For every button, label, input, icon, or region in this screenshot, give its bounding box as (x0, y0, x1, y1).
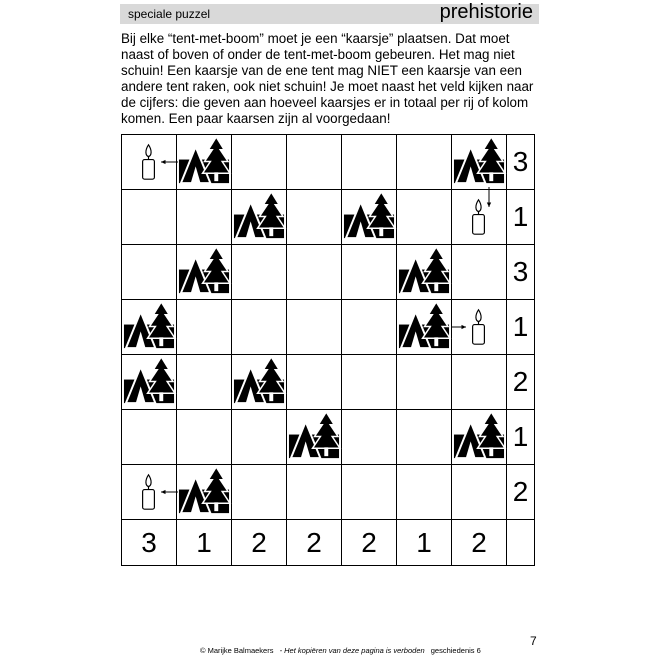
tent-with-tree-icon (287, 410, 341, 464)
tent-with-tree-icon (342, 190, 396, 244)
column-count: 2 (342, 520, 397, 566)
grid-cell (452, 465, 507, 520)
row-count: 3 (507, 245, 535, 300)
grid-cell (177, 300, 232, 355)
tent-with-tree-icon (397, 300, 451, 354)
grid-cell (232, 245, 287, 300)
tent-with-tree-icon (452, 135, 506, 189)
tent-with-tree-icon (122, 355, 176, 409)
candle-icon (122, 465, 176, 519)
tent-with-tree-icon (122, 300, 176, 354)
tent-with-tree-icon (232, 190, 286, 244)
row-count: 3 (507, 135, 535, 190)
grid-cell (452, 355, 507, 410)
grid-cell (287, 135, 342, 190)
grid-cell (342, 135, 397, 190)
grid-cell (122, 300, 177, 355)
grid-cell (232, 465, 287, 520)
grid-cell (287, 190, 342, 245)
tent-with-tree-icon (177, 135, 231, 189)
grid-cell (177, 190, 232, 245)
candle-icon (452, 190, 506, 244)
grid-cell (397, 135, 452, 190)
grid-cell (287, 465, 342, 520)
column-count: 1 (177, 520, 232, 566)
tent-with-tree-icon (397, 245, 451, 299)
grid-cell (177, 135, 232, 190)
grid-cell (397, 410, 452, 465)
footer-copyright: © Marijke Balmaekers (200, 646, 274, 655)
candle-icon (452, 300, 506, 354)
grid-cell (232, 410, 287, 465)
column-count: 2 (452, 520, 507, 566)
grid-cell (452, 410, 507, 465)
grid-cell (122, 135, 177, 190)
grid-cell (287, 300, 342, 355)
puzzle-grid (121, 134, 535, 566)
column-count: 2 (287, 520, 342, 566)
grid-cell (342, 465, 397, 520)
grid-cell (177, 355, 232, 410)
grid-cell (342, 300, 397, 355)
grid-cell (342, 190, 397, 245)
grid-cell (342, 355, 397, 410)
grid-cell (232, 190, 287, 245)
grid-cell (452, 245, 507, 300)
row-count: 2 (507, 465, 535, 520)
grid-cell (342, 410, 397, 465)
footer-subject: geschiedenis 6 (430, 646, 481, 655)
column-count: 2 (232, 520, 287, 566)
grid-cell (397, 245, 452, 300)
tent-with-tree-icon (452, 410, 506, 464)
grid-cell (397, 190, 452, 245)
row-count: 1 (507, 410, 535, 465)
grid-cell (177, 245, 232, 300)
grid-cell (122, 245, 177, 300)
column-count: 1 (397, 520, 452, 566)
grid-cell (177, 465, 232, 520)
tent-with-tree-icon (177, 465, 231, 519)
instructions-text: Bij elke “tent-met-boom” moet je een “kaarsje” plaatsen. Dat moet naast of boven of onder de tent-met-boom gebeuren. Het mag niet schuin! Een kaarsje van de ene tent mag NIET een kaarsje van een andere tent raken, ook niet schuin! Je moet naast het veld kijken naar de cijfers: die geven aan hoeveel kaarsjes er in totaal per rij of kolom komen. Een paar kaarsen zijn al voorgedaan! (121, 31, 534, 126)
header-category: speciale puzzel (128, 7, 211, 21)
tent-with-tree-icon (177, 245, 231, 299)
page-number: 7 (530, 634, 537, 648)
footer (200, 646, 481, 655)
header-bar (120, 1, 539, 24)
grid-cell (287, 410, 342, 465)
grid-cell (287, 355, 342, 410)
grid-cell (122, 190, 177, 245)
grid-cell (397, 300, 452, 355)
header-title: prehistorie (439, 1, 533, 23)
grid-cell (232, 300, 287, 355)
grid-cell (452, 135, 507, 190)
footer-notice: - Het kopiëren van deze pagina is verboden (279, 646, 425, 655)
grid-cell (452, 190, 507, 245)
grid-cell (232, 355, 287, 410)
grid-cell (122, 465, 177, 520)
row-count: 1 (507, 300, 535, 355)
grid-cell (122, 410, 177, 465)
grid-cell (342, 245, 397, 300)
corner-cell (507, 520, 535, 566)
grid-cell (122, 355, 177, 410)
grid-cell (397, 465, 452, 520)
grid-cell (232, 135, 287, 190)
grid-cell (452, 300, 507, 355)
row-count: 2 (507, 355, 535, 410)
grid-cell (397, 355, 452, 410)
row-count: 1 (507, 190, 535, 245)
grid-cell (177, 410, 232, 465)
candle-icon (122, 135, 176, 189)
column-count: 3 (122, 520, 177, 566)
tent-with-tree-icon (232, 355, 286, 409)
grid-cell (287, 245, 342, 300)
